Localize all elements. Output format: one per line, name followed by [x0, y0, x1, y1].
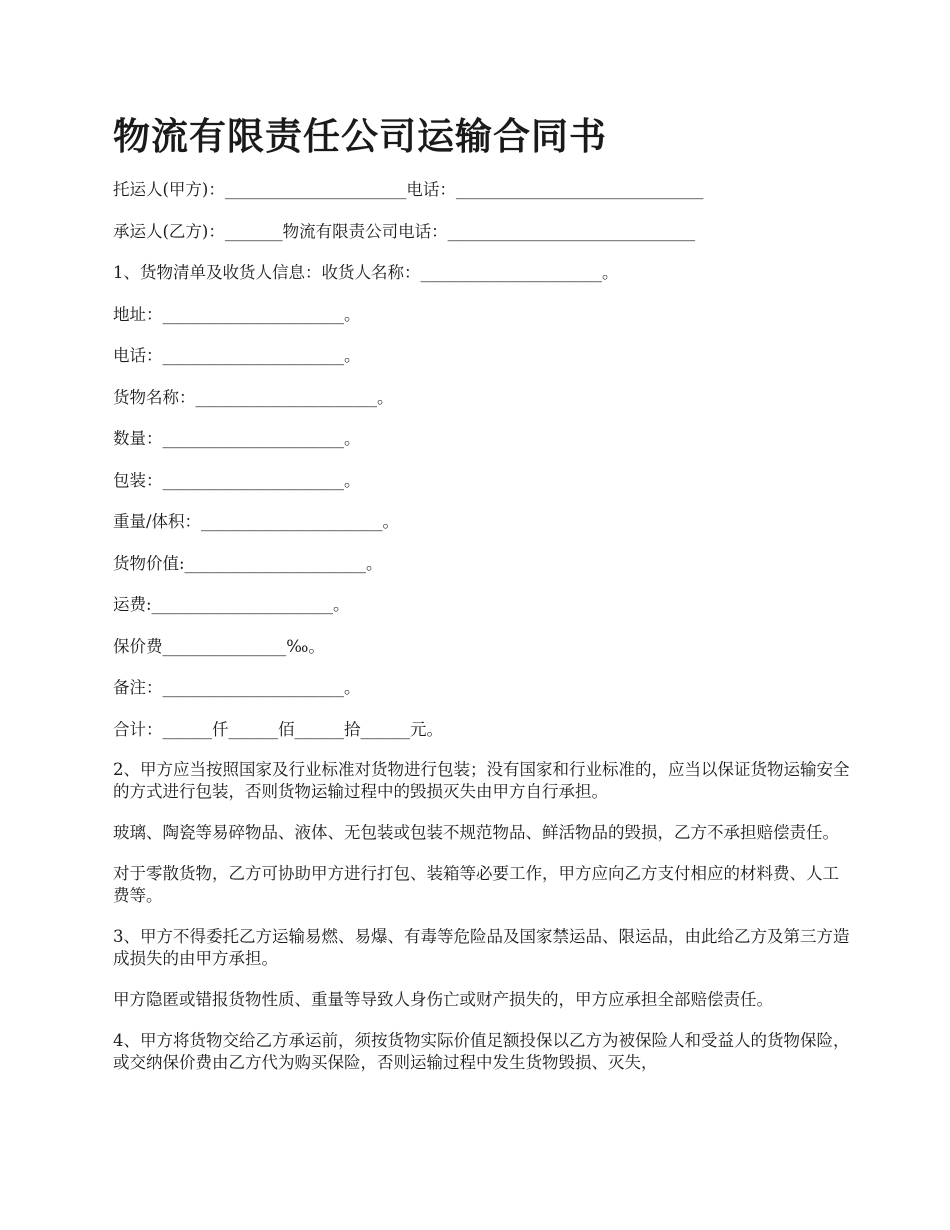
field-remarks: 备注：______________________。 — [113, 678, 361, 697]
section1-heading: 1、货物清单及收货人信息：收货人名称：______________________。 — [113, 263, 619, 282]
paragraph-bulk-goods: 对于零散货物，乙方可协助甲方进行打包、装箱等必要工作，甲方应向乙方支付相应的材料费、人工费等。 — [113, 864, 839, 905]
document-title: 物流有限责任公司运输合同书 — [113, 114, 607, 158]
paragraph-dangerous-goods: 3、甲方不得委托乙方运输易燃、易爆、有毒等危险品及国家禁运品、限运品，由此给乙方及第三方造成损失的由甲方承担。 — [113, 927, 850, 968]
field-goods-name: 货物名称：______________________。 — [113, 387, 394, 407]
field-weight-volume: 重量/体积：______________________。 — [113, 512, 400, 531]
paragraph-misreport: 甲方隐匿或错报货物性质、重量等导致人身伤亡或财产损失的，甲方应承担全部赔偿责任。 — [113, 990, 773, 1009]
field-goods-value: 货物价值:______________________。 — [113, 553, 383, 573]
contract-page — [113, 110, 858, 1093]
paragraph-packaging: 2、甲方应当按照国家及行业标准对货物进行包装；没有国家和行业标准的，应当以保证货物运输安全的方式进行包装，否则货物运输过程中的毁损灭失由甲方自行承担。 — [113, 760, 850, 801]
field-insurance-fee: 保价费_______________‰。 — [113, 636, 325, 656]
field-freight: 运费:______________________。 — [113, 595, 350, 614]
field-address: 地址：______________________。 — [113, 304, 361, 324]
paragraph-fragile: 玻璃、陶瓷等易碎物品、液体、无包装或包装不规范物品、鲜活物品的毁损，乙方不承担赔偿责任。 — [113, 823, 839, 842]
field-packaging: 包装：______________________。 — [113, 470, 361, 490]
field-total: 合计：______仟______佰______拾______元。 — [113, 719, 443, 739]
carrier-line: 承运人(乙方)：_______物流有限责公司电话：______________________________ — [113, 221, 696, 241]
field-quantity: 数量：______________________。 — [113, 429, 361, 448]
field-phone: 电话：______________________。 — [113, 346, 361, 365]
paragraph-insurance: 4、甲方将货物交给乙方承运前，须按货物实际价值足额投保以乙方为被保险人和受益人的货物保险，或交纳保价费由乙方代为购买保险，否则运输过程中发生货物毁损、灭失， — [113, 1031, 850, 1072]
shipper-line: 托运人(甲方)：______________________电话：______________________________ — [113, 180, 704, 199]
